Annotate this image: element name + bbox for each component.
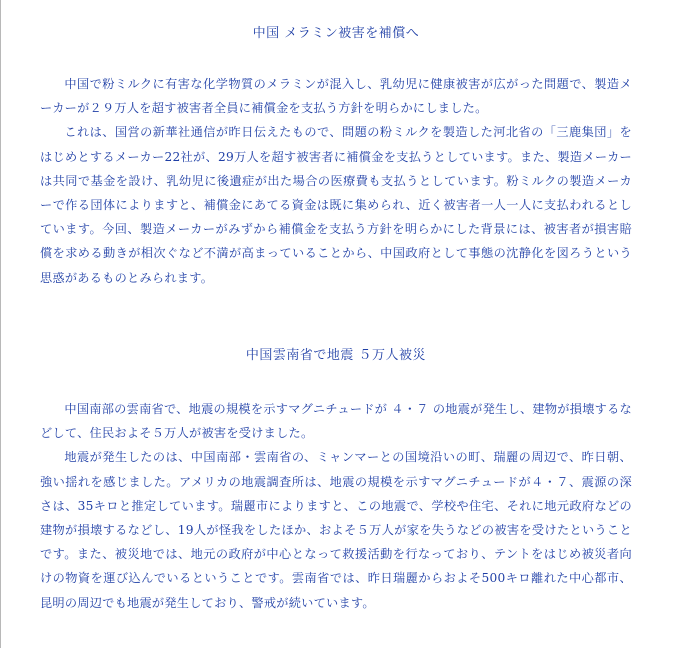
article2-paragraph-1: 中国南部の雲南省で、地震の規模を示すマグニチュードが ４・７ の地震が発生し、建物が損壊するなどして、住民およそ５万人が被害を受けました。 xyxy=(40,402,632,441)
article1-paragraph-2: これは、国営の新華社通信が昨日伝えたもので、問題の粉ミルクを製造した河北省の「三鹿集団」をはじめとするメーカー22社が、29万人を超す被害者に補償金を支払うとしています。また、製造メーカーは共同で基金を設け、乳幼児に後遺症が出た場合の医療費も支払うとしています。粉ミルクの製造メーカーで作る団体によりますと、補償金にあてる資金は既に集められ、近く被害者一人一人に支払われるとしています。今回、製造メーカーがみずから補償金を支払う方針を明らかにした背景には、被害者が損害賠償を求める動きが相次ぐなど不満が高まっていることから、中国政府として事態の沈静化を図ろうという思惑があるものとみられます。 xyxy=(40,125,632,285)
article-title-melamine: 中国 メラミン被害を補償へ xyxy=(252,26,420,41)
article-title-earthquake: 中国雲南省で地震 ５万人被災 xyxy=(245,348,427,363)
article1-paragraph-1: 中国で粉ミルクに有害な化学物質のメラミンが混入し、乳幼児に健康被害が広がった問題で、製造メーカーが２９万人を超す被害者全員に補償金を支払う方針を明らかにしました。 xyxy=(40,77,632,116)
article2-paragraph-2: 地震が発生したのは、中国南部・雲南省の、ミャンマーとの国境沿いの町、瑞麗の周辺で、昨日朝、強い揺れを感じました。アメリカの地震調査所は、地震の規模を示すマグニチュードが４・７、震源の深さは、35キロと推定しています。瑞麗市によりますと、この地震で、学校や住宅、それに地元政府などの建物が損壊するなどし、19人が怪我をしたほか、およそ５万人が家を失うなどの被害を受けたということです。また、被災地では、地元の政府が中心となって救援活動を行なっており、テントをはじめ被災者向けの物資を運び込んでいるということです。雲南省では、昨日瑞麗からおよそ500キロ離れた中心都市、昆明の周辺でも地震が発生しており、警戒が続いています。 xyxy=(40,450,632,610)
page-left-edge xyxy=(0,0,1,648)
article-body-earthquake xyxy=(40,397,632,615)
article-body-melamine xyxy=(40,72,632,290)
